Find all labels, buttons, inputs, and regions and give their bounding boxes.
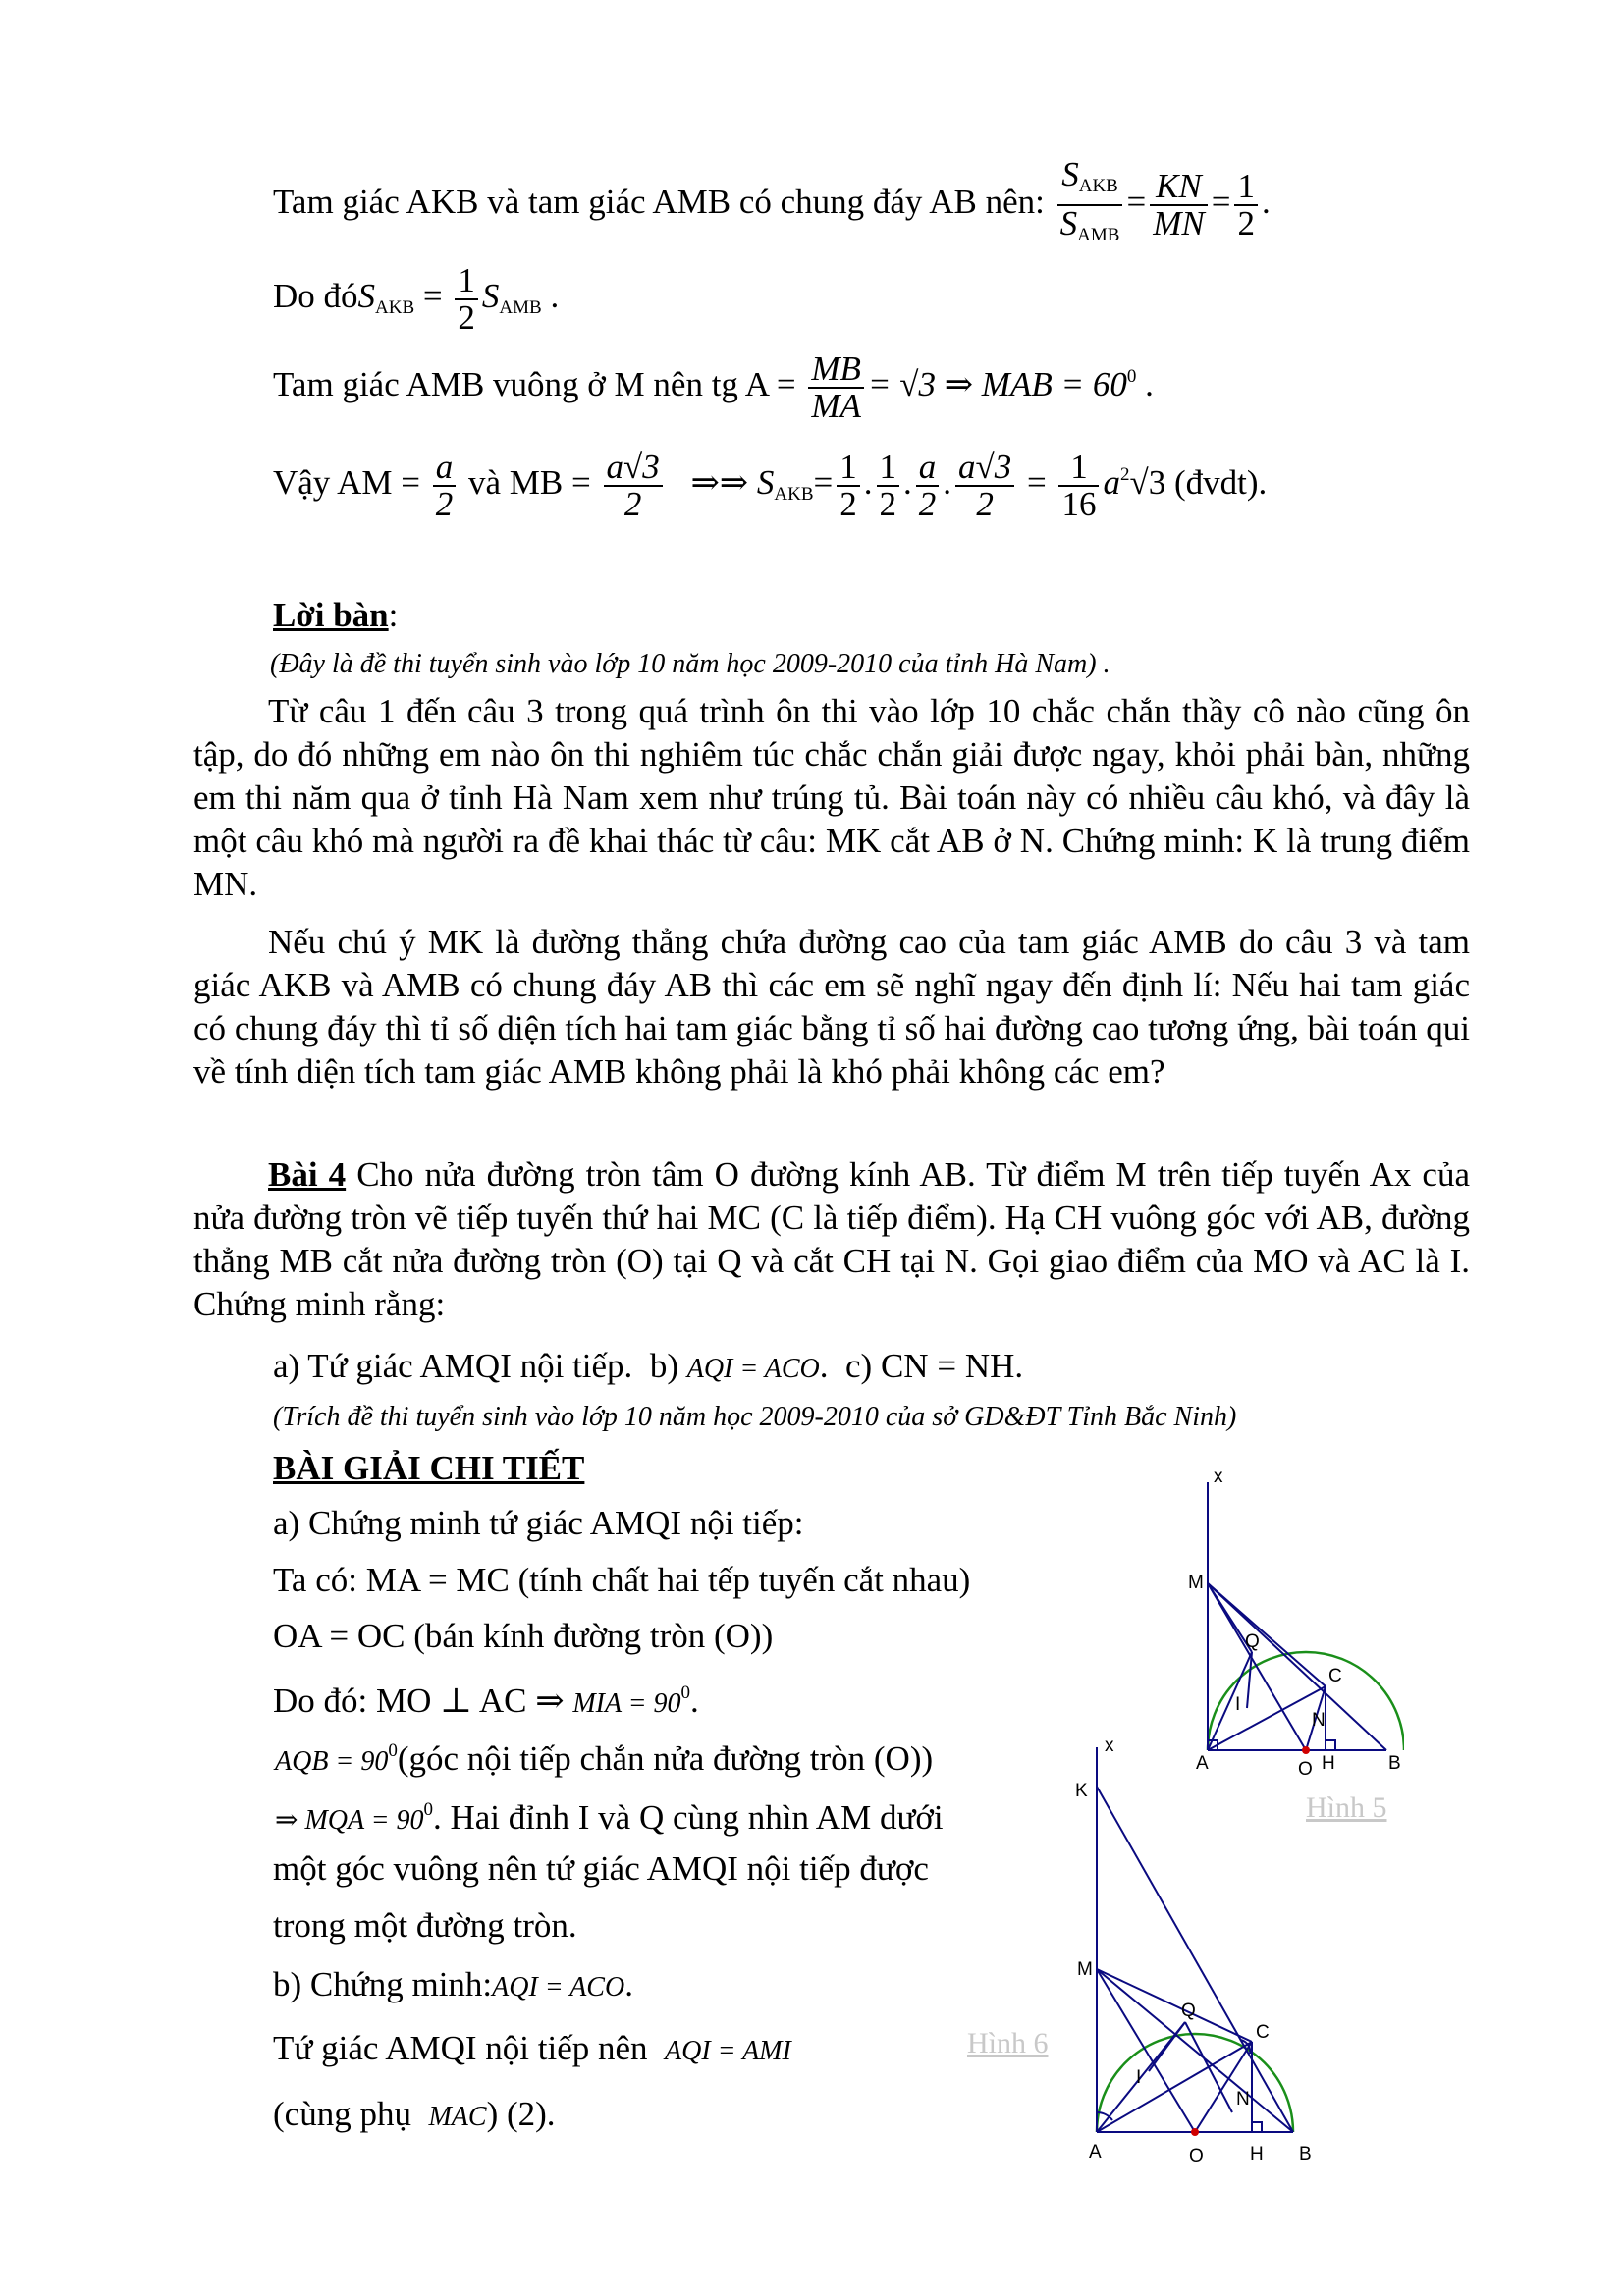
- fraction-kn-mn: $\frac{KN}{MN}$: [1150, 169, 1208, 241]
- solution-title: BÀI GIẢI CHI TIẾT: [273, 1449, 585, 1487]
- label-i: I: [1235, 1694, 1241, 1715]
- label-n: N: [1236, 2089, 1250, 2109]
- label-a: A: [1196, 1753, 1209, 1774]
- fraction-mb-ma: $\frac{MB}{MA}$: [808, 351, 864, 424]
- label-o: O: [1189, 2146, 1204, 2166]
- label-q: Q: [1181, 2001, 1196, 2021]
- semicircle-arc: [1097, 2034, 1293, 2132]
- point-o: [1191, 2128, 1199, 2136]
- problem-4-statement: Bài 4 Cho nửa đường tròn tâm O đường kính AB. Từ điểm M trên tiếp tuyến Ax của nửa đường tròn vẽ tiếp tuyến thứ hai MC (C là tiếp điểm). Hạ CH vuông góc với AB, đường thẳng MB cắt nửa đường tròn (O) tại Q và cắt CH tại N. Gọi giao điểm của MO và AC là I. Chứng minh rằng:: [193, 1155, 1471, 1323]
- fraction-a-sqrt3-2: $\frac{a√3}{2}$: [604, 450, 663, 522]
- solution-line-5: AQB = $90^0(góc$ nội tiếp chắn nửa đường tròn (O)): [275, 1739, 934, 1778]
- loi-ban-source: (Đây là đề thi tuyển sinh vào lớp 10 năm học 2009-2010 của tỉnh Hà Nam) .: [270, 649, 1110, 679]
- figure-6-caption[interactable]: Hình 6: [967, 2027, 1049, 2059]
- solution-line-1: a) Chứng minh tứ giác AMQI nội tiếp:: [273, 1504, 804, 1542]
- area-relation-line: Do đóS$_{AKB}$ = $\frac{1}{2}$ $S_{AMB}$ .: [273, 261, 560, 337]
- fraction-1-16: $\frac{1}{16}$: [1058, 450, 1099, 522]
- segment-mb: [1097, 1969, 1293, 2132]
- solution-line-8: trong một đường tròn.: [273, 1906, 577, 1945]
- label-i: I: [1136, 2067, 1142, 2088]
- figure-5-caption[interactable]: Hình 5: [1306, 1791, 1387, 1824]
- label-b: B: [1299, 2144, 1312, 2164]
- fraction-half: $\frac{1}{2}$: [455, 263, 478, 336]
- solution-line-10: Tứ giác AMQI nội tiếp nên AQI = AMI: [273, 2029, 791, 2067]
- segment-ac: [1097, 2042, 1252, 2132]
- segment-mo: [1208, 1583, 1306, 1750]
- fraction-a-2: $\frac{a}{2}$: [433, 450, 457, 522]
- segment-kb: [1097, 1787, 1293, 2132]
- solution-line-6: ⇒ MQA = $90^0$. Hai đỉnh I và Q cùng nhìn AM dưới: [275, 1798, 944, 1837]
- area-result-line: Vậy AM = $\frac{a}{2}$ và MB = $\frac{a√3}{2}$ ⇒⇒ $S_{AKB}=$ $\frac{1}{2}$ . $\frac{1}{2}$ . $\frac{a}{2}$ . $\frac{a√3}{2}$ = $\frac{1}{16}$ $a^2√3$ (đvdt).: [273, 448, 1268, 523]
- problem-4-items: a) Tứ giác AMQI nội tiếp. b) AQI = ACO. c) CN = NH.: [273, 1347, 1024, 1385]
- loi-ban-heading: Lời bàn:: [273, 596, 399, 634]
- label-h: H: [1250, 2144, 1264, 2164]
- fraction-factor-3: $\frac{a}{2}$: [916, 450, 940, 522]
- label-k: K: [1075, 1781, 1088, 1801]
- label-n: N: [1312, 1710, 1326, 1731]
- label-q: Q: [1245, 1631, 1260, 1652]
- area-ratio-line: Tam giác AKB và tam giác AMB có chung đáy AB nên: $\frac{S_{AKB}}{S_{AMB}}$ = $\frac{KN}{MN}$ = $\frac{1}{2}$ .: [273, 157, 1271, 253]
- label-m: M: [1188, 1573, 1204, 1593]
- fraction-s-akb-s-amb: $\frac{S_{AKB}}{S_{AMB}}$: [1057, 157, 1123, 253]
- tangent-angle-line: Tam giác AMB vuông ở M nên tg A = $\frac{MB}{MA}$ = √3 ⇒ MAB = $60^0$ .: [273, 349, 1154, 425]
- solution-line-4: Do đó: MO ⊥ AC ⇒ MIA = $90^0$.: [273, 1682, 699, 1720]
- right-angle-mark: [1252, 2122, 1262, 2132]
- fraction-factor-2: $\frac{1}{2}$: [877, 450, 900, 522]
- solution-line-11: (cùng phụ MAC) (2).: [273, 2095, 556, 2133]
- label-b: B: [1388, 1753, 1401, 1774]
- commentary-paragraph-1: Từ câu 1 đến câu 3 trong quá trình ôn thi vào lớp 10 chắc chắn thầy cô nào cũng ôn tập, do đó những em nào ôn thi nghiêm túc chắc chắn giải được ngay, khỏi phải bàn, những em thi năm qua ở tỉnh Hà Nam xem như trúng tủ. Bài toán này có nhiều câu khó, và đây là một câu khó mà người ra đề khai thác từ câu: MK cắt AB ở N. Chứng minh: K là trung điểm MN.: [193, 692, 1470, 903]
- solution-line-2: Ta có: MA = MC (tính chất hai tếp tuyến cắt nhau): [273, 1561, 971, 1599]
- label-a: A: [1089, 2142, 1102, 2163]
- label-o: O: [1298, 1759, 1313, 1780]
- label-m: M: [1077, 1959, 1093, 1980]
- figure-6-diagram: [1075, 1728, 1340, 2169]
- fraction-one-half: $\frac{1}{2}$: [1234, 169, 1258, 241]
- fraction-factor-1: $\frac{1}{2}$: [837, 450, 860, 522]
- solution-line-3: OA = OC (bán kính đường tròn (O)): [273, 1617, 774, 1655]
- label-c: C: [1328, 1666, 1342, 1686]
- label-x: x: [1214, 1467, 1223, 1487]
- label-h: H: [1322, 1753, 1335, 1774]
- segment-qi: [1149, 2022, 1185, 2071]
- segment-mc: [1097, 1969, 1252, 2042]
- problem-4-source: (Trích đề thi tuyển sinh vào lớp 10 năm học 2009-2010 của sở GD&ĐT Tỉnh Bắc Ninh): [273, 1402, 1237, 1432]
- fraction-factor-4: $\frac{a√3}{2}$: [955, 450, 1014, 522]
- solution-line-9: b) Chứng minh:AQI = ACO.: [273, 1965, 633, 2003]
- commentary-paragraph-2: Nếu chú ý MK là đường thẳng chứa đường cao của tam giác AMB do câu 3 và tam giác AKB và AMB có chung đáy AB thì các em sẽ nghĩ ngay đến định lí: Nếu hai tam giác có chung đáy thì tỉ số diện tích hai tam giác bằng tỉ số hai đường cao tương ứng, bài toán qui về tính diện tích tam giác AMB không phải là khó phải không các em?: [193, 923, 1470, 1091]
- solution-line-7: một góc vuông nên tứ giác AMQI nội tiếp được: [273, 1849, 929, 1888]
- label-x: x: [1105, 1735, 1114, 1756]
- label-c: C: [1256, 2022, 1270, 2043]
- segment-mo: [1097, 1969, 1195, 2132]
